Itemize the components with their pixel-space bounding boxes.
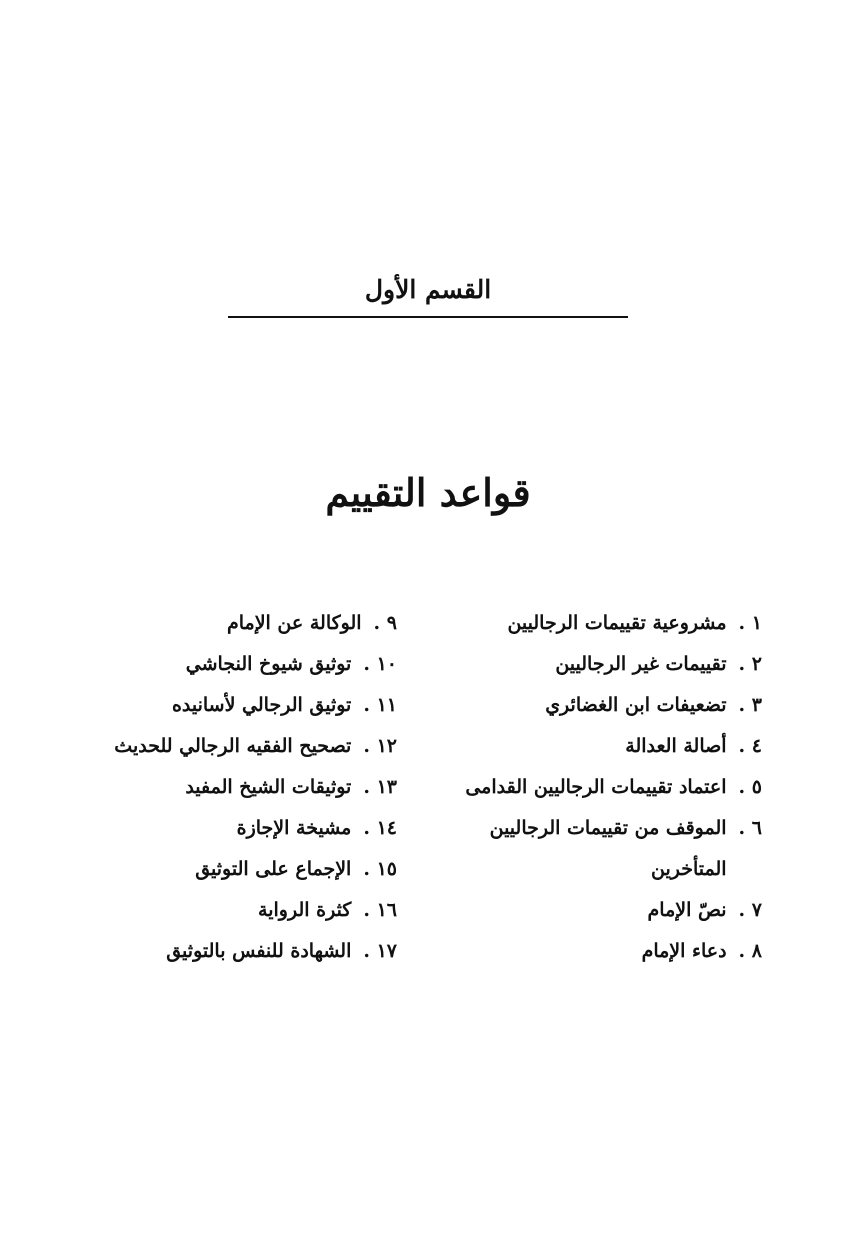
toc-item xyxy=(17,890,397,931)
toc-item xyxy=(17,685,397,726)
toc-item-text: تضعيفات ابن الغضائري xyxy=(545,694,727,716)
toc-item-text: دعاء الإمام xyxy=(641,940,727,962)
toc-item-text: الشهادة للنفس بالتوثيق xyxy=(166,940,352,962)
toc-item-number: ٥ . xyxy=(738,776,762,798)
toc-item-number: ١٥ . xyxy=(363,858,397,880)
toc-item-number: ١٦ . xyxy=(363,899,397,921)
toc-item-number: ١ . xyxy=(738,612,762,634)
toc-item xyxy=(17,767,397,808)
toc-item xyxy=(432,726,762,767)
toc-item xyxy=(432,685,762,726)
toc-item-text: أصالة العدالة xyxy=(625,735,727,757)
toc-item xyxy=(432,644,762,685)
toc-item-number: ٤ . xyxy=(738,735,762,757)
toc-item xyxy=(17,849,397,890)
toc-item xyxy=(17,808,397,849)
toc-item-text: توثيق شيوخ النجاشي xyxy=(185,653,352,675)
toc-item-text: تصحيح الفقيه الرجالي للحديث xyxy=(114,735,352,757)
toc-left-column xyxy=(17,603,397,972)
toc-item-number: ١٧ . xyxy=(363,940,397,962)
toc-item-number: ٦ . xyxy=(738,817,762,839)
toc-item-text: توثيق الرجالي لأسانيده xyxy=(171,694,352,716)
toc-item-number: ٨ . xyxy=(738,940,762,962)
toc-right-column xyxy=(432,603,762,972)
toc-item-text: اعتماد تقييمات الرجاليين القدامى xyxy=(465,776,727,798)
toc-item-number: ١٠ . xyxy=(363,653,397,675)
section-label: القسم الأول xyxy=(364,275,492,304)
toc-item-text: توثيقات الشيخ المفيد xyxy=(185,776,352,798)
toc-item xyxy=(17,931,397,972)
toc-item xyxy=(432,767,762,808)
toc-item-number: ٩ . xyxy=(373,612,397,634)
toc-item-text: الوكالة عن الإمام xyxy=(226,612,362,634)
toc-item-text: تقييمات غير الرجاليين xyxy=(555,653,727,675)
toc-item xyxy=(432,603,762,644)
toc-item-number: ٢ . xyxy=(738,653,762,675)
toc-item-number: ١١ . xyxy=(363,694,397,716)
toc-item-text: الموقف من تقييمات الرجاليين المتأخرين xyxy=(489,817,727,880)
toc-item xyxy=(432,808,762,890)
toc-item-number: ١٤ . xyxy=(363,817,397,839)
toc-item-text: نصّ الإمام xyxy=(647,899,727,921)
toc-item-text: مشروعية تقييمات الرجاليين xyxy=(507,612,727,634)
page-title: قواعد التقييم xyxy=(325,470,531,516)
toc-item-number: ١٣ . xyxy=(363,776,397,798)
toc-item xyxy=(17,726,397,767)
toc-item-number: ٧ . xyxy=(738,899,762,921)
toc-item-number: ١٢ . xyxy=(363,735,397,757)
toc-item-text: الإجماع على التوثيق xyxy=(195,858,352,880)
toc-item xyxy=(17,603,397,644)
toc-item xyxy=(17,644,397,685)
toc-item xyxy=(432,931,762,972)
section-divider xyxy=(228,316,628,318)
toc-item-number: ٣ . xyxy=(738,694,762,716)
toc-item-text: كثرة الرواية xyxy=(258,899,352,921)
toc-item xyxy=(432,890,762,931)
toc-item-text: مشيخة الإجازة xyxy=(236,817,352,839)
